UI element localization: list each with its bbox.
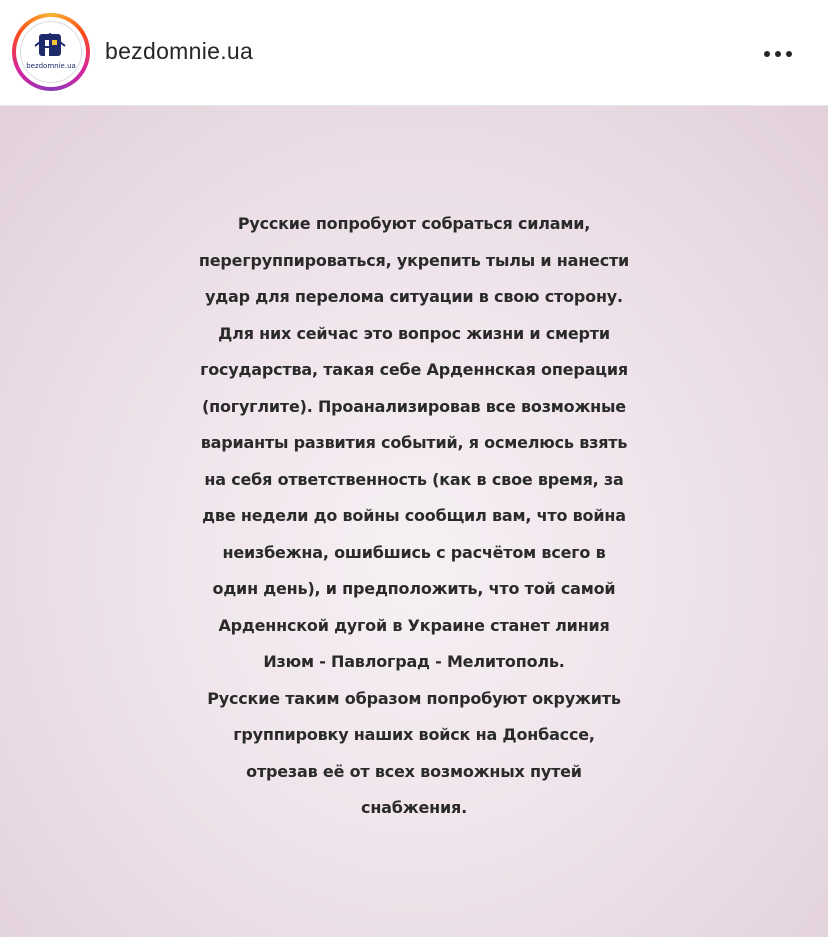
post-text-line: отрезав её от всех возможных путей: [246, 761, 582, 781]
more-horizontal-icon: [775, 51, 781, 57]
more-horizontal-icon: [764, 51, 770, 57]
post-text-line: Русские таким образом попробуют окружить: [207, 688, 621, 708]
post-text-line: на себя ответственность (как в свое время, за: [204, 469, 624, 489]
post-text-line: один день), и предположить, что той самой: [212, 579, 616, 598]
username-link[interactable]: bezdomnie.ua: [105, 38, 254, 64]
avatar-label: bezdomnie.ua: [26, 62, 76, 70]
post-header: [0, 0, 828, 106]
avatar-gap: [16, 17, 86, 87]
post-text-line: перегруппироваться, укрепить тылы и нанести: [198, 250, 630, 270]
post-text-line: удар для перелома ситуации в свою сторону.: [205, 287, 623, 306]
post-text-line: (погуглите). Проанализировав все возможные: [202, 396, 626, 416]
post-text-line: варианты развития событий, я осмелюсь взять: [200, 433, 628, 452]
avatar[interactable]: [20, 21, 82, 83]
post-text-line: государства, такая себе Арденнская операция: [200, 360, 628, 379]
post-text-line: группировку наших войск на Донбассе,: [233, 725, 595, 744]
post-text-line: Для них сейчас это вопрос жизни и смерти: [218, 323, 610, 343]
post-text: [14, 206, 814, 827]
post-text-line: неизбежна, ошибшись с расчётом всего в: [222, 542, 606, 562]
more-horizontal-icon: [786, 51, 792, 57]
post-text-line: Русские попробуют собраться силами,: [237, 214, 591, 233]
post-image[interactable]: [0, 106, 828, 937]
post-text-line: две недели до войны сообщил вам, что война: [202, 506, 626, 525]
story-ring[interactable]: [12, 13, 90, 91]
more-options-button[interactable]: [760, 38, 796, 68]
post-text-line: Изюм - Павлоград - Мелитополь.: [263, 652, 565, 671]
post-text-line: снабжения.: [361, 798, 467, 817]
post-text-line: Арденнской дугой в Украине станет линия: [218, 615, 610, 635]
house-logo-icon: [21, 22, 81, 82]
